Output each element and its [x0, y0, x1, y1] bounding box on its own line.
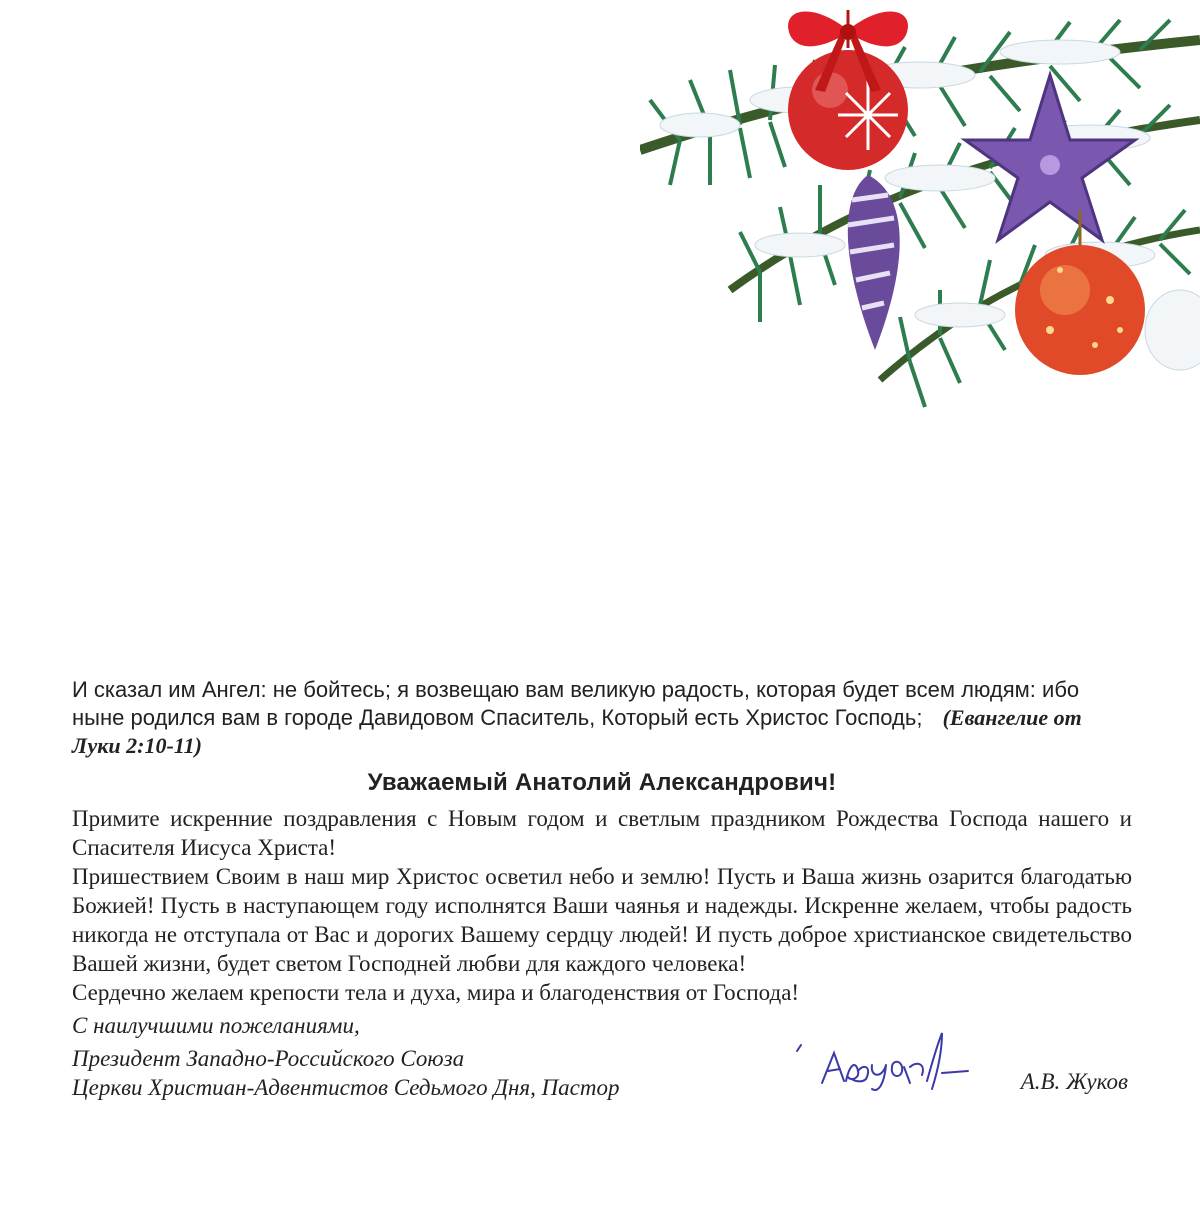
- signer-name: А.В. Жуков: [1020, 1069, 1128, 1094]
- sender-title-line1: Президент Западно-Российского Союза: [72, 1046, 465, 1071]
- closing-phrase: С наилучшими пожеланиями,: [72, 1013, 360, 1038]
- paragraph-wishes: Пришествием Своим в наш мир Христос осветил небо и землю! Пусть и Ваша жизнь озарится благодатью Божией! Пусть в наступающем году исполнятся Ваши чаянья и надежды. Искренне желаем, чтобы радость никогда не отступала от Вас и дорогих Вашему сердцу людей! И пусть доброе христианское свидетельство Вашей жизни, будет светом Господней любви для каждого человека!: [72, 864, 1132, 976]
- christmas-branch-decoration: [640, 0, 1200, 430]
- paragraph-greeting: Примите искренние поздравления с Новым годом и светлым праздником Рождества Господа нашего и Спасителя Иисуса Христа!: [72, 806, 1132, 860]
- purple-star-ornament-icon: [965, 75, 1135, 240]
- purple-drop-ornament-icon: [848, 175, 900, 350]
- orange-bauble-icon: [1015, 210, 1145, 375]
- epigraph-text: И сказал им Ангел: не бойтесь; я возвещаю вам великую радость, которая будет всем людям: ибо ныне родился вам в городе Давидовом Спаситель, Который есть Христос Господь;: [72, 677, 1080, 730]
- epigraph-citation: (Евангелие от Луки 2:10-11): [72, 705, 1082, 758]
- handwritten-signature: [792, 1023, 972, 1093]
- paragraph-blessing: Сердечно желаем крепости тела и духа, мира и благоденствия от Господа!: [72, 980, 800, 1005]
- sender-title-line2: Церкви Христиан-Адвентистов Седьмого Дня, Пастор: [72, 1075, 620, 1100]
- epigraph: [72, 676, 1132, 760]
- salutation: Уважаемый Анатолий Александрович!: [367, 769, 837, 796]
- letter-body: [72, 676, 1132, 1103]
- signature-row: [72, 1069, 1132, 1103]
